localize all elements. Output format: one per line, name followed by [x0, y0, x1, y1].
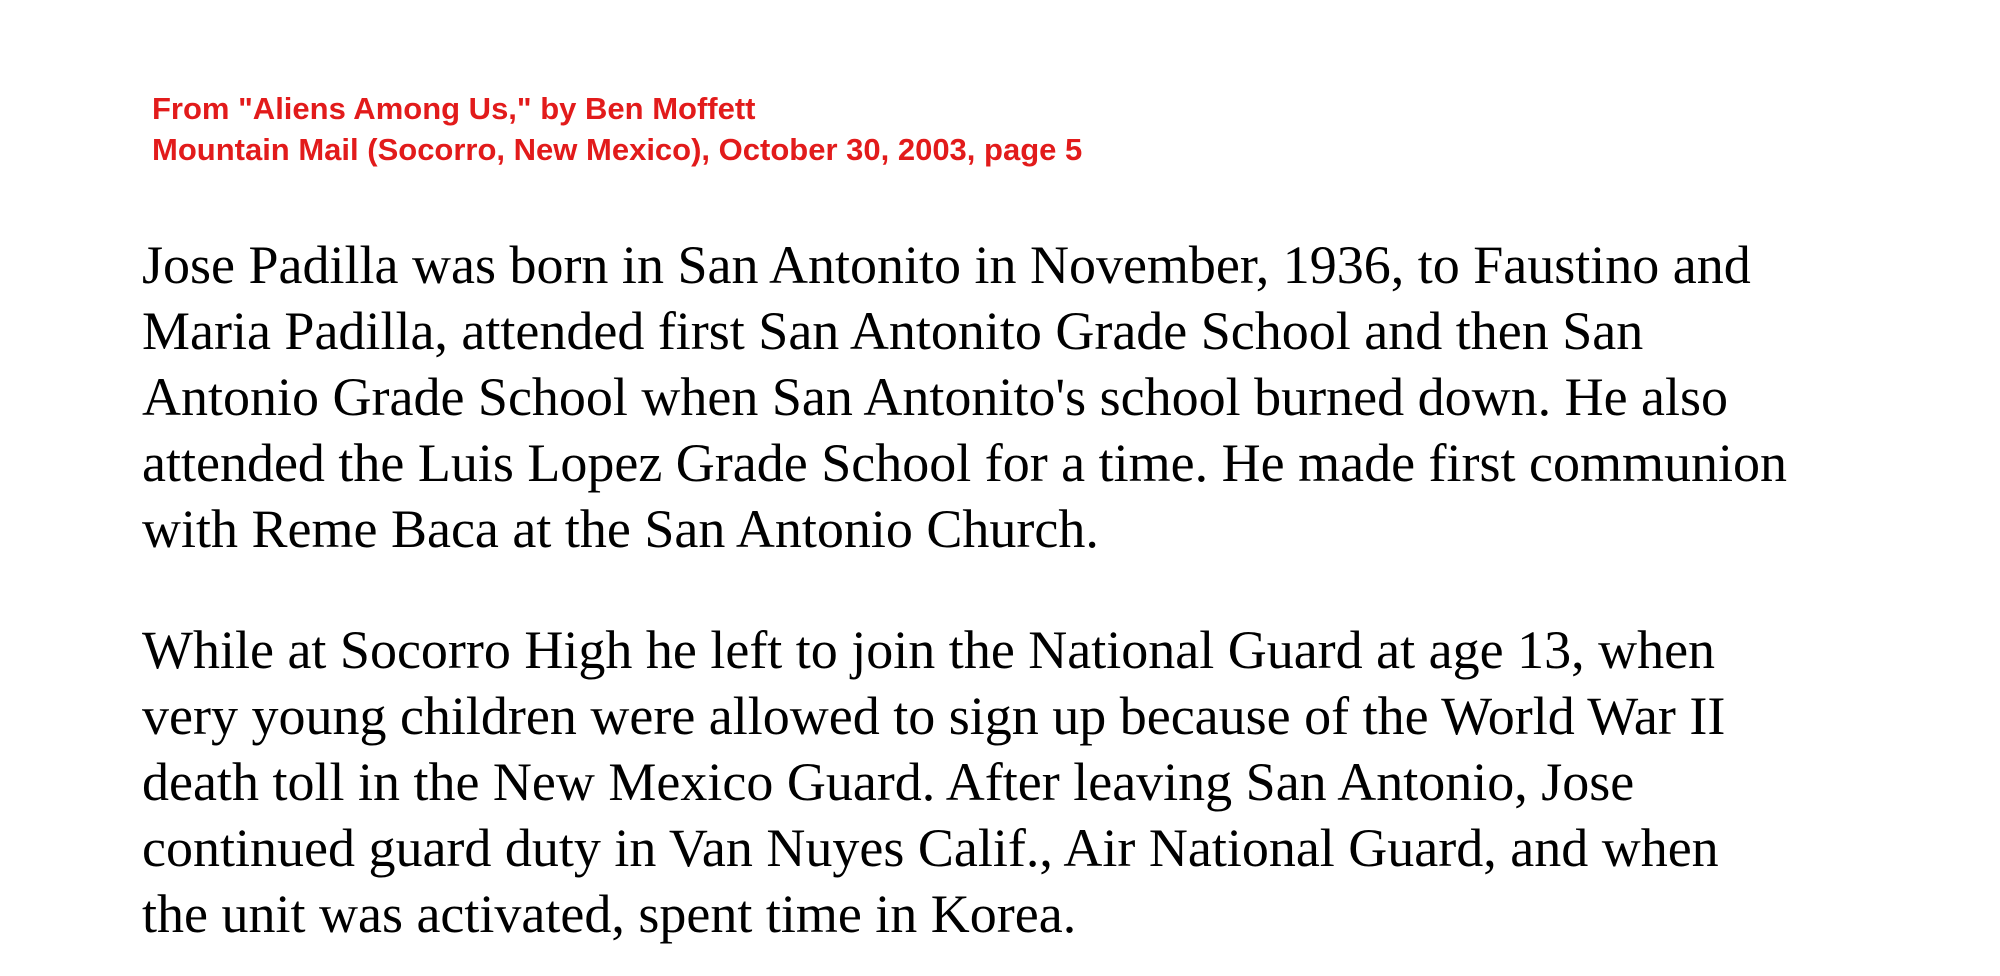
paragraph-line: very young children were allowed to sign up because of the World War II — [142, 686, 1726, 746]
paragraph-line: death toll in the New Mexico Guard. After leaving San Antonio, Jose — [142, 752, 1635, 812]
source-citation — [152, 88, 1082, 170]
source-publication-line: Mountain Mail (Socorro, New Mexico), October 30, 2003, page 5 — [152, 132, 1083, 167]
paragraph-line: the unit was activated, spent time in Korea. — [142, 884, 1077, 944]
paragraph-2 — [142, 617, 1972, 947]
paragraph-line: with Reme Baca at the San Antonio Church. — [142, 499, 1099, 559]
paragraph-line: attended the Luis Lopez Grade School for a time. He made first communion — [142, 433, 1787, 493]
paragraph-line: While at Socorro High he left to join the National Guard at age 13, when — [142, 620, 1716, 680]
paragraph-line: Jose Padilla was born in San Antonito in November, 1936, to Faustino and — [142, 235, 1751, 295]
paragraph-1 — [142, 232, 1972, 562]
paragraph-line: continued guard duty in Van Nuyes Calif., Air National Guard, and when — [142, 818, 1719, 878]
source-title-line: From "Aliens Among Us," by Ben Moffett — [152, 91, 756, 126]
paragraph-line: Maria Padilla, attended first San Antonito Grade School and then San — [142, 301, 1644, 361]
paragraph-line: Antonio Grade School when San Antonito's school burned down. He also — [142, 367, 1729, 427]
